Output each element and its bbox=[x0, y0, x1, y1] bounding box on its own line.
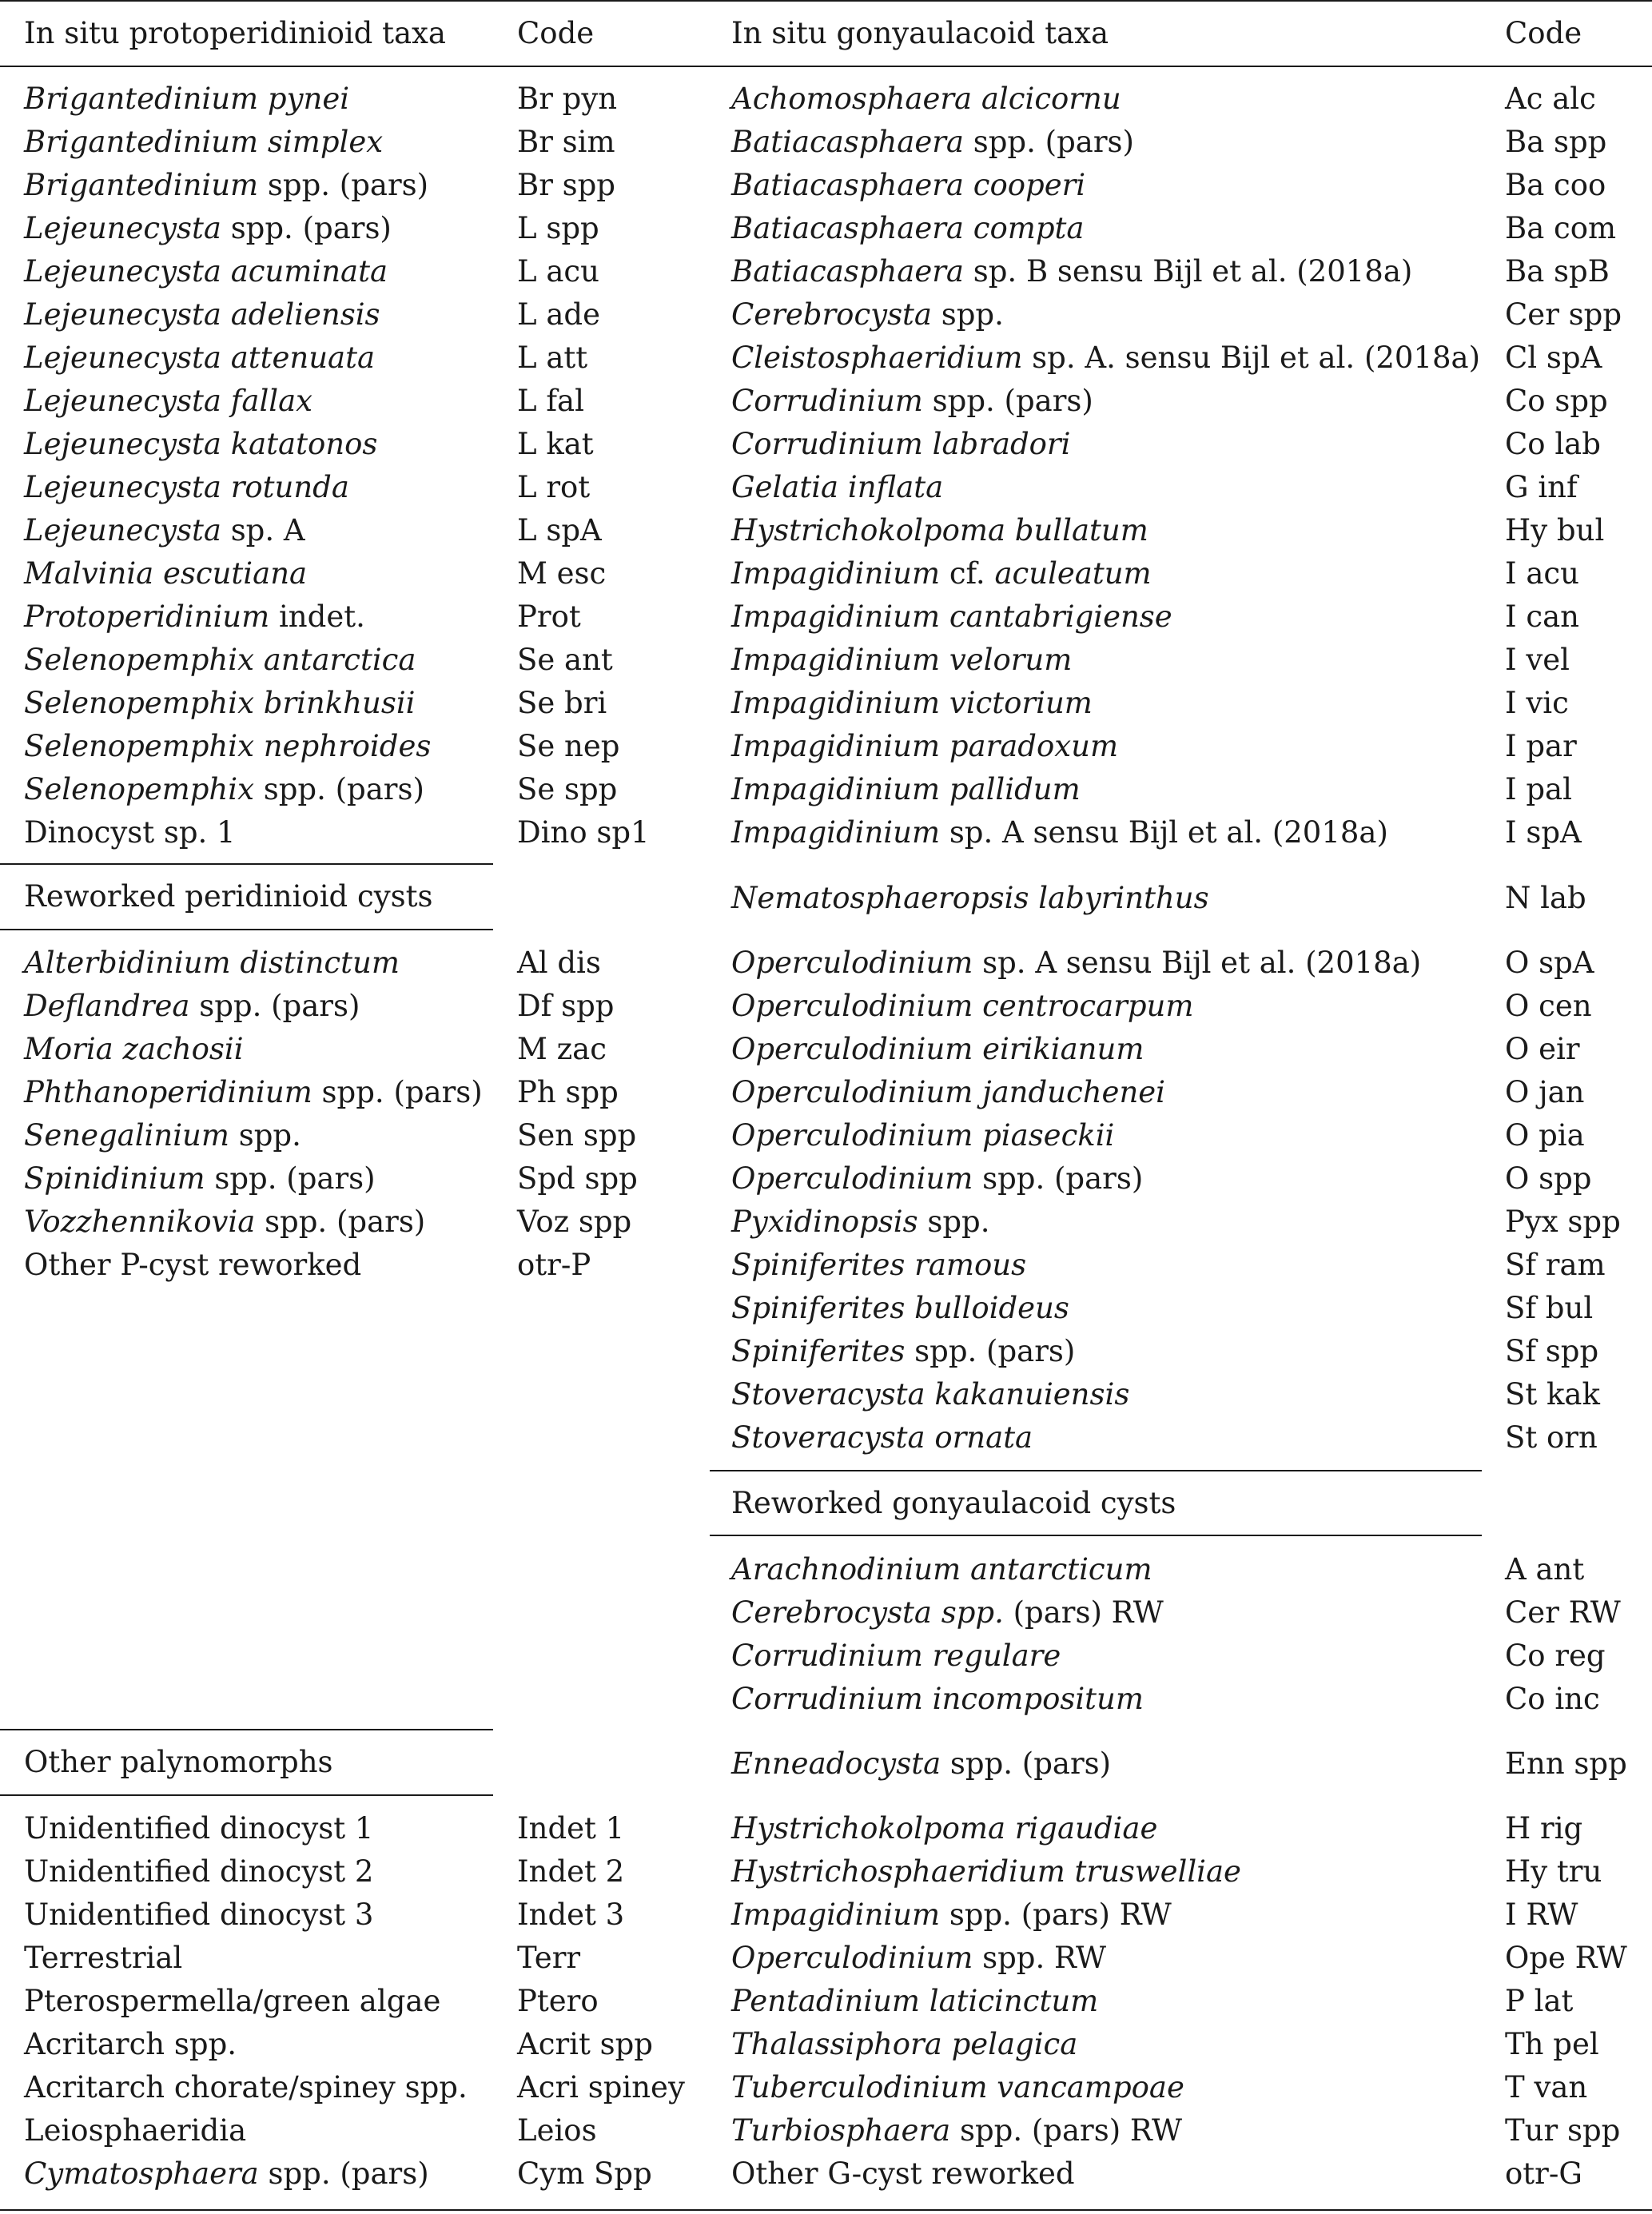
taxon-name bbox=[731, 1980, 1098, 2023]
taxon-italic: Tuberculodinium vancampoae bbox=[731, 2070, 1184, 2104]
taxon-code: Co lab bbox=[1505, 427, 1601, 461]
taxon-name bbox=[24, 78, 349, 121]
taxon-name bbox=[24, 250, 388, 293]
taxon-italic: Pentadinium laticinctum bbox=[731, 1984, 1099, 2018]
taxon-name bbox=[24, 985, 360, 1028]
taxon-name bbox=[24, 811, 236, 854]
taxon-name bbox=[731, 2023, 1077, 2066]
taxon-name bbox=[731, 380, 1093, 423]
taxon-code: A ant bbox=[1505, 1552, 1585, 1587]
taxon-code: Sf bul bbox=[1505, 1291, 1594, 1325]
taxon-code: Co reg bbox=[1505, 1639, 1606, 1673]
taxon-italic: Protoperidinium bbox=[24, 599, 270, 634]
taxon-code: Cer RW bbox=[1505, 1595, 1621, 1630]
taxon-code: O eir bbox=[1505, 1032, 1580, 1066]
taxon-code: L fal bbox=[517, 384, 584, 418]
taxon-name bbox=[24, 1893, 373, 1937]
taxon-plain: Leiosphaeridia bbox=[24, 2113, 247, 2148]
taxon-italic: Corrudinium labradori bbox=[731, 427, 1071, 461]
header-right-taxa: In situ gonyaulacoid taxa bbox=[731, 16, 1109, 50]
taxon-code: I can bbox=[1505, 599, 1579, 634]
taxon-name bbox=[24, 1807, 373, 1850]
taxon-name bbox=[731, 336, 1480, 380]
taxon-name bbox=[731, 78, 1121, 121]
taxon-code: L rot bbox=[517, 470, 591, 504]
taxon-code: O spA bbox=[1505, 946, 1594, 980]
taxon-italic: Malvinia escutiana bbox=[24, 556, 308, 591]
taxon-code: Cym Spp bbox=[517, 2156, 652, 2191]
taxon-italic: Impagidinium velorum bbox=[731, 643, 1073, 677]
taxon-code: M zac bbox=[517, 1032, 607, 1066]
taxon-name bbox=[24, 725, 431, 768]
taxon-code: Acrit spp bbox=[517, 2027, 653, 2061]
taxon-code: I vel bbox=[1505, 643, 1570, 677]
taxon-italic: Thalassiphora pelagica bbox=[731, 2027, 1078, 2061]
taxon-italic: aculeatum bbox=[994, 556, 1152, 591]
taxon-name bbox=[731, 2066, 1184, 2109]
taxon-plain: spp. (pars) bbox=[258, 2156, 429, 2191]
taxon-code: Co inc bbox=[1505, 1682, 1600, 1716]
taxon-plain: spp. RW bbox=[973, 1941, 1107, 1975]
taxon-plain: Unidentified dinocyst 1 bbox=[24, 1811, 374, 1846]
taxon-code: I pal bbox=[1505, 772, 1572, 806]
taxon-plain: sp. A sensu Bijl et al. (2018a) bbox=[973, 946, 1422, 980]
taxon-name bbox=[24, 1201, 425, 1244]
taxon-name bbox=[731, 811, 1388, 854]
taxon-italic: Stoveracysta kakanuiensis bbox=[731, 1377, 1130, 1412]
taxon-name bbox=[731, 1244, 1026, 1287]
taxon-code: L kat bbox=[517, 427, 594, 461]
taxon-code: Spd spp bbox=[517, 1161, 638, 1196]
taxon-name bbox=[731, 1850, 1241, 1893]
taxon-code: Se spp bbox=[517, 772, 618, 806]
taxon-code: Br spp bbox=[517, 168, 615, 202]
taxon-code: L att bbox=[517, 340, 588, 375]
taxon-name bbox=[731, 1807, 1157, 1850]
taxon-code: L ade bbox=[517, 297, 600, 332]
taxon-italic: Operculodinium janduchenei bbox=[731, 1075, 1166, 1109]
taxon-italic: Impagidinium bbox=[731, 1897, 941, 1932]
header-rule bbox=[0, 66, 1652, 67]
taxon-italic: Nematosphaeropsis labyrinthus bbox=[731, 881, 1209, 915]
taxon-name bbox=[731, 639, 1072, 682]
taxon-name bbox=[731, 1937, 1106, 1980]
taxon-italic: Operculodinium bbox=[731, 1161, 973, 1196]
taxon-code: Prot bbox=[517, 599, 581, 634]
taxon-code: Ba spB bbox=[1505, 254, 1610, 289]
taxon-plain: sp. A. sensu Bijl et al. (2018a) bbox=[1022, 340, 1481, 375]
taxon-italic: Enneadocysta bbox=[731, 1746, 941, 1781]
taxon-italic: Arachnodinium antarcticum bbox=[731, 1552, 1152, 1587]
taxon-code: O cen bbox=[1505, 989, 1592, 1023]
taxon-code: Dino sp1 bbox=[517, 815, 650, 850]
taxon-plain: spp. (pars) bbox=[973, 1161, 1144, 1196]
taxon-name bbox=[24, 2023, 237, 2066]
taxon-italic: Operculodinium piaseckii bbox=[731, 1118, 1115, 1153]
taxon-code: O jan bbox=[1505, 1075, 1585, 1109]
taxon-name bbox=[731, 509, 1148, 552]
taxon-italic: Corrudinium regulare bbox=[731, 1639, 1061, 1673]
taxon-name bbox=[24, 121, 383, 164]
taxon-plain: sp. A bbox=[221, 513, 305, 548]
taxon-italic: Batiacasphaera bbox=[731, 254, 964, 289]
taxon-plain: spp. (pars) bbox=[189, 989, 360, 1023]
taxon-code: Ope RW bbox=[1505, 1941, 1627, 1975]
taxon-name bbox=[24, 1157, 376, 1201]
taxon-name bbox=[24, 595, 365, 639]
taxon-name bbox=[24, 552, 307, 595]
taxon-italic: Batiacasphaera compta bbox=[731, 211, 1085, 245]
taxon-italic: Corrudinium incompositum bbox=[731, 1682, 1144, 1716]
taxon-name bbox=[731, 1373, 1129, 1416]
taxon-name bbox=[24, 2066, 468, 2109]
taxon-name bbox=[731, 423, 1070, 466]
taxon-code: L spA bbox=[517, 513, 602, 548]
taxon-plain: spp. (pars) RW bbox=[940, 1897, 1172, 1932]
taxon-name bbox=[731, 1330, 1075, 1373]
taxon-name bbox=[731, 293, 1004, 336]
taxon-italic: Vozzhennikovia bbox=[24, 1205, 256, 1239]
taxon-italic: Hystrichokolpoma rigaudiae bbox=[731, 1811, 1158, 1846]
taxon-code: otr-G bbox=[1505, 2156, 1582, 2191]
header-right-code: Code bbox=[1505, 16, 1582, 50]
taxon-name bbox=[24, 1937, 182, 1980]
taxon-name bbox=[731, 1742, 1111, 1786]
taxon-code: St orn bbox=[1505, 1420, 1598, 1455]
taxon-italic: Brigantedinium simplex bbox=[24, 125, 384, 159]
taxon-code: Sf spp bbox=[1505, 1334, 1599, 1368]
taxon-name bbox=[731, 250, 1412, 293]
taxon-plain: sp. A sensu Bijl et al. (2018a) bbox=[940, 815, 1388, 850]
section-reworked-gonyaulacoid: Reworked gonyaulacoid cysts bbox=[731, 1486, 1176, 1520]
taxon-code: Cl spA bbox=[1505, 340, 1602, 375]
taxon-italic: Phthanoperidinium bbox=[24, 1075, 312, 1109]
taxon-name bbox=[24, 2109, 246, 2152]
taxon-italic: Cerebrocysta spp. bbox=[731, 1595, 1004, 1630]
taxon-plain: spp. (pars) RW bbox=[950, 2113, 1182, 2148]
taxon-plain: spp. (pars) bbox=[922, 384, 1093, 418]
taxon-italic: Cleistosphaeridium bbox=[731, 340, 1023, 375]
taxon-name bbox=[731, 207, 1084, 250]
taxon-plain: (pars) RW bbox=[1003, 1595, 1164, 1630]
taxon-name bbox=[24, 639, 416, 682]
taxon-code: Se ant bbox=[517, 643, 613, 677]
taxon-italic: Operculodinium bbox=[731, 1941, 973, 1975]
taxon-plain: spp. (pars) bbox=[205, 1161, 376, 1196]
taxon-code: I vic bbox=[1505, 686, 1569, 720]
taxon-code: H rig bbox=[1505, 1811, 1583, 1846]
taxon-plain: Acritarch spp. bbox=[24, 2027, 237, 2061]
taxon-italic: Cymatosphaera bbox=[24, 2156, 259, 2191]
taxon-code: Hy tru bbox=[1505, 1854, 1602, 1889]
taxon-plain: Unidentified dinocyst 2 bbox=[24, 1854, 374, 1889]
taxon-name bbox=[731, 877, 1209, 920]
taxon-name bbox=[731, 1157, 1143, 1201]
taxon-italic: Brigantedinium pynei bbox=[24, 82, 350, 116]
header-left-code: Code bbox=[517, 16, 595, 50]
taxon-name bbox=[731, 1287, 1069, 1330]
taxon-italic: Selenopemphix nephroides bbox=[24, 729, 432, 763]
taxon-italic: Lejeunecysta attenuata bbox=[24, 340, 376, 375]
taxon-plain: Acritarch chorate/spiney spp. bbox=[24, 2070, 468, 2104]
taxon-italic: Batiacasphaera cooperi bbox=[731, 168, 1086, 202]
taxon-code: I acu bbox=[1505, 556, 1579, 591]
taxon-plain: spp. bbox=[931, 297, 1004, 332]
taxon-code: M esc bbox=[517, 556, 607, 591]
taxon-code: St kak bbox=[1505, 1377, 1600, 1412]
taxon-code: G inf bbox=[1505, 470, 1578, 504]
taxon-code: Ba spp bbox=[1505, 125, 1607, 159]
taxon-code: Indet 3 bbox=[517, 1897, 625, 1932]
taxon-italic: Moria zachosii bbox=[24, 1032, 244, 1066]
taxon-italic: Selenopemphix brinkhusii bbox=[24, 686, 416, 720]
taxon-code: Br sim bbox=[517, 125, 615, 159]
taxon-plain: spp. (pars) bbox=[258, 168, 429, 202]
taxon-name bbox=[24, 1114, 301, 1157]
taxon-code: O pia bbox=[1505, 1118, 1585, 1153]
taxon-code: I spA bbox=[1505, 815, 1582, 850]
taxon-italic: Spiniferites bulloideus bbox=[731, 1291, 1069, 1325]
taxon-code: P lat bbox=[1505, 1984, 1574, 2018]
taxon-name bbox=[24, 768, 424, 811]
taxon-italic: Cerebrocysta bbox=[731, 297, 932, 332]
taxon-name bbox=[24, 207, 392, 250]
taxon-name bbox=[24, 509, 305, 552]
taxon-code: Th pel bbox=[1505, 2027, 1599, 2061]
taxon-name bbox=[24, 1980, 440, 2023]
taxon-italic: Lejeunecysta rotunda bbox=[24, 470, 349, 504]
taxon-name bbox=[731, 1591, 1164, 1635]
taxon-italic: Impagidinium paradoxum bbox=[731, 729, 1119, 763]
taxon-code: Indet 1 bbox=[517, 1811, 625, 1846]
taxon-code: otr-P bbox=[517, 1248, 591, 1282]
taxon-plain: Unidentified dinocyst 3 bbox=[24, 1897, 374, 1932]
section-other-palynomorphs: Other palynomorphs bbox=[24, 1745, 333, 1779]
taxon-code: Acri spiney bbox=[517, 2070, 685, 2104]
taxon-italic: Alterbidinium distinctum bbox=[24, 946, 400, 980]
taxon-italic: Impagidinium bbox=[731, 556, 941, 591]
taxon-italic: Lejeunecysta bbox=[24, 211, 221, 245]
taxon-name bbox=[24, 682, 416, 725]
taxon-code: L acu bbox=[517, 254, 599, 289]
taxon-italic: Pyxidinopsis bbox=[731, 1205, 918, 1239]
taxon-name bbox=[731, 552, 1152, 595]
taxon-italic: Operculodinium bbox=[731, 946, 973, 980]
taxon-code: Sen spp bbox=[517, 1118, 637, 1153]
taxon-code: Pyx spp bbox=[1505, 1205, 1621, 1239]
taxon-name bbox=[731, 595, 1172, 639]
taxon-name bbox=[731, 1635, 1061, 1678]
taxon-name bbox=[24, 1244, 361, 1287]
taxon-code: Tur spp bbox=[1505, 2113, 1621, 2148]
taxon-code: Sf ram bbox=[1505, 1248, 1606, 1282]
taxon-italic: Lejeunecysta bbox=[24, 513, 221, 548]
taxon-code: Ac alc bbox=[1505, 82, 1596, 116]
taxon-code: Terr bbox=[517, 1941, 581, 1975]
taxon-name bbox=[731, 1201, 990, 1244]
taxon-italic: Senegalinium bbox=[24, 1118, 229, 1153]
taxon-code: Co spp bbox=[1505, 384, 1608, 418]
taxon-code: Leios bbox=[517, 2113, 597, 2148]
taxon-code: Se bri bbox=[517, 686, 607, 720]
taxon-name bbox=[731, 121, 1134, 164]
taxon-code: I par bbox=[1505, 729, 1577, 763]
taxon-italic: Stoveracysta ornata bbox=[731, 1420, 1033, 1455]
taxon-code: Al dis bbox=[517, 946, 601, 980]
taxon-name bbox=[24, 1850, 373, 1893]
taxon-italic: Spiniferites bbox=[731, 1334, 906, 1368]
taxon-italic: Spinidinium bbox=[24, 1161, 205, 1196]
taxon-name bbox=[24, 380, 312, 423]
taxon-name bbox=[731, 942, 1421, 985]
taxon-name bbox=[731, 2109, 1182, 2152]
taxon-plain: spp. (pars) bbox=[905, 1334, 1076, 1368]
taxon-italic: Batiacasphaera bbox=[731, 125, 964, 159]
taxon-plain: cf. bbox=[940, 556, 995, 591]
taxon-code: Se nep bbox=[517, 729, 620, 763]
taxon-code: Indet 2 bbox=[517, 1854, 625, 1889]
taxon-code: N lab bbox=[1505, 881, 1586, 915]
taxon-italic: Achomosphaera alcicornu bbox=[731, 82, 1121, 116]
taxon-plain: Dinocyst sp. 1 bbox=[24, 815, 236, 850]
taxon-italic: Operculodinium centrocarpum bbox=[731, 989, 1194, 1023]
taxon-code: I RW bbox=[1505, 1897, 1578, 1932]
taxon-italic: Selenopemphix bbox=[24, 772, 254, 806]
taxon-name bbox=[24, 1028, 244, 1071]
taxon-plain: spp. (pars) bbox=[964, 125, 1134, 159]
taxon-italic: Impagidinium bbox=[731, 815, 941, 850]
taxon-name bbox=[731, 725, 1118, 768]
taxon-italic: Deflandrea bbox=[24, 989, 190, 1023]
taxon-code: Br pyn bbox=[517, 82, 618, 116]
taxon-name bbox=[731, 1678, 1144, 1721]
taxon-code: Ph spp bbox=[517, 1075, 619, 1109]
section-reworked-peridinioid: Reworked peridinioid cysts bbox=[24, 879, 433, 914]
taxon-plain: sp. B sensu Bijl et al. (2018a) bbox=[964, 254, 1413, 289]
taxon-name bbox=[24, 293, 380, 336]
taxon-plain: spp. (pars) bbox=[255, 1205, 426, 1239]
taxon-italic: Impagidinium cantabrigiense bbox=[731, 599, 1172, 634]
taxon-code: T van bbox=[1505, 2070, 1588, 2104]
taxon-plain: Other G-cyst reworked bbox=[731, 2156, 1075, 2191]
taxon-plain: spp. (pars) bbox=[221, 211, 392, 245]
taxon-italic: Impagidinium victorium bbox=[731, 686, 1093, 720]
taxon-plain: spp. (pars) bbox=[253, 772, 424, 806]
taxon-italic: Hystrichokolpoma bullatum bbox=[731, 513, 1148, 548]
taxon-name bbox=[24, 423, 377, 466]
taxon-italic: Brigantedinium bbox=[24, 168, 259, 202]
taxon-name bbox=[24, 2152, 429, 2196]
taxon-name bbox=[731, 1893, 1172, 1937]
taxon-name bbox=[731, 1114, 1114, 1157]
taxon-plain: spp. (pars) bbox=[941, 1746, 1112, 1781]
left-rule-other-bottom bbox=[0, 1794, 493, 1796]
taxon-name bbox=[24, 164, 428, 207]
taxon-italic: Lejeunecysta adeliensis bbox=[24, 297, 380, 332]
taxon-plain: spp. bbox=[918, 1205, 990, 1239]
taxon-plain: Other P-cyst reworked bbox=[24, 1248, 362, 1282]
taxon-name bbox=[731, 1028, 1144, 1071]
header-left-taxa: In situ protoperidinioid taxa bbox=[24, 16, 446, 50]
taxon-name bbox=[731, 1416, 1033, 1459]
taxon-italic: Lejeunecysta fallax bbox=[24, 384, 313, 418]
taxon-name bbox=[731, 682, 1093, 725]
taxon-code: Df spp bbox=[517, 989, 615, 1023]
taxon-italic: Selenopemphix antarctica bbox=[24, 643, 416, 677]
taxon-code: Ptero bbox=[517, 1984, 599, 2018]
taxon-plain: Pterospermella/green algae bbox=[24, 1984, 441, 2018]
taxon-name bbox=[24, 336, 375, 380]
taxon-italic: Turbiosphaera bbox=[731, 2113, 951, 2148]
taxon-code: Ba com bbox=[1505, 211, 1617, 245]
bottom-rule bbox=[0, 2209, 1652, 2211]
taxon-italic: Spiniferites ramous bbox=[731, 1248, 1027, 1282]
taxon-code: O spp bbox=[1505, 1161, 1592, 1196]
taxon-code: Voz spp bbox=[517, 1205, 632, 1239]
taxon-code: Ba coo bbox=[1505, 168, 1606, 202]
taxon-name bbox=[731, 768, 1081, 811]
taxon-name bbox=[731, 466, 943, 509]
taxon-name bbox=[731, 1548, 1152, 1591]
taxon-name bbox=[24, 942, 400, 985]
taxon-name bbox=[731, 1071, 1165, 1114]
taxon-code: L spp bbox=[517, 211, 599, 245]
taxon-name bbox=[731, 985, 1193, 1028]
taxon-plain: indet. bbox=[269, 599, 365, 634]
taxon-code: Cer spp bbox=[1505, 297, 1622, 332]
left-rule-reworked-bottom bbox=[0, 929, 493, 930]
taxon-plain: spp. bbox=[229, 1118, 301, 1153]
taxon-name bbox=[731, 164, 1085, 207]
taxon-plain: Terrestrial bbox=[24, 1941, 183, 1975]
taxon-code: Hy bul bbox=[1505, 513, 1605, 548]
taxon-italic: Lejeunecysta acuminata bbox=[24, 254, 388, 289]
taxon-name bbox=[24, 466, 349, 509]
taxon-name bbox=[24, 1071, 483, 1114]
taxon-code: Enn spp bbox=[1505, 1746, 1627, 1781]
taxon-name bbox=[731, 2152, 1075, 2196]
taxon-italic: Impagidinium pallidum bbox=[731, 772, 1081, 806]
taxon-italic: Lejeunecysta katatonos bbox=[24, 427, 378, 461]
taxon-italic: Gelatia inflata bbox=[731, 470, 944, 504]
taxon-italic: Corrudinium bbox=[731, 384, 923, 418]
taxon-plain: spp. (pars) bbox=[312, 1075, 483, 1109]
taxon-italic: Hystrichosphaeridium truswelliae bbox=[731, 1854, 1241, 1889]
taxon-italic: Operculodinium eirikianum bbox=[731, 1032, 1144, 1066]
